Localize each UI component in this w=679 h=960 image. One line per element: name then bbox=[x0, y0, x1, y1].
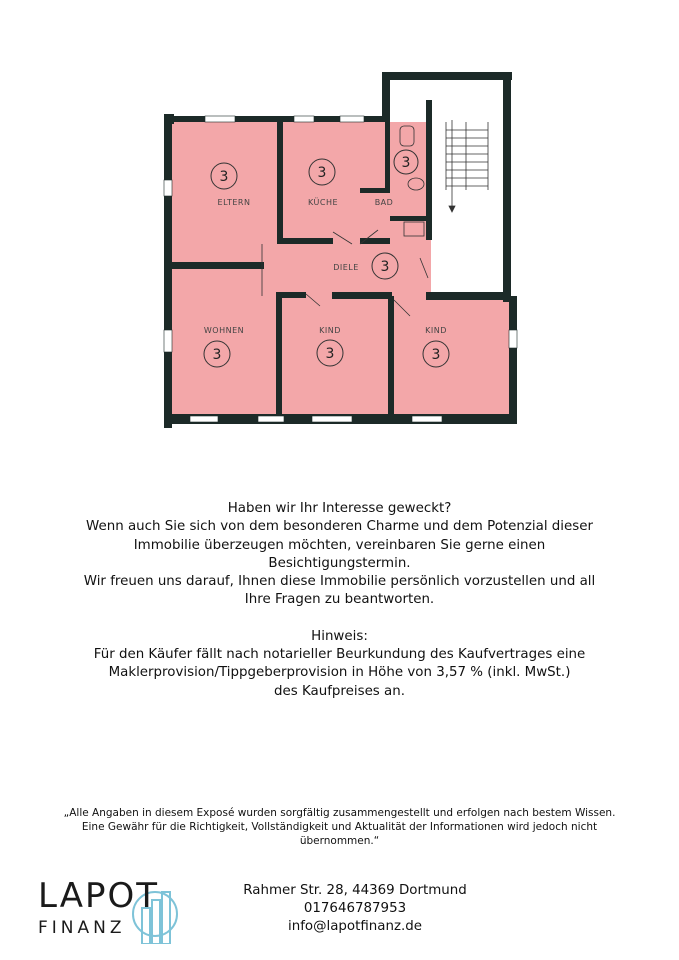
text-line: Wenn auch Sie sich von dem besonderen Charme und dem Potenzial dieser bbox=[86, 519, 593, 535]
room-name-bad: BAD bbox=[374, 198, 394, 207]
disclaimer bbox=[30, 806, 649, 849]
disclaimer-line: Eine Gewähr für die Richtigkeit, Vollständigkeit und Aktualität der Informationen wird jedoch nicht bbox=[81, 821, 598, 834]
text-line: Haben wir Ihr Interesse geweckt? bbox=[227, 501, 452, 516]
text-line: Ihre Fragen zu beantworten. bbox=[244, 592, 435, 608]
note-line: Maklerprovision/Tippgeberprovision in Höhe von 3,57 % (inkl. MwSt.) bbox=[108, 665, 571, 681]
room-name-wohnen: WOHNEN bbox=[203, 326, 245, 335]
company-logo bbox=[36, 872, 186, 948]
room-name-kind1: KIND bbox=[319, 326, 341, 335]
room-number-kind2: 3 bbox=[431, 347, 441, 363]
room-name-diele: DIELE bbox=[333, 263, 359, 272]
contact-email[interactable]: info@lapotfinanz.de bbox=[287, 919, 422, 934]
text-line: Immobilie überzeugen möchten, vereinbaren Sie gerne einen bbox=[133, 537, 546, 553]
note-line: des Kaufpreises an. bbox=[274, 683, 405, 699]
room-name-eltern: ELTERN bbox=[217, 198, 251, 207]
contact-phone[interactable]: 017646787953 bbox=[303, 901, 407, 916]
text-line: Wir freuen uns darauf, Ihnen diese Immobilie persönlich vorzustellen und all bbox=[83, 574, 596, 590]
contact-block bbox=[220, 882, 490, 936]
contact-address: Rahmer Str. 28, 44369 Dortmund bbox=[243, 883, 467, 898]
room-name-kueche: KÜCHE bbox=[307, 198, 339, 207]
note-line: Für den Käufer fällt nach notarieller Beurkundung des Kaufvertrages eine bbox=[93, 647, 586, 663]
disclaimer-line: übernommen.“ bbox=[299, 835, 380, 848]
room-fill-wohnen bbox=[171, 268, 279, 414]
logo-text-finanz: FINANZ bbox=[38, 918, 126, 938]
room-number-eltern: 3 bbox=[219, 169, 229, 185]
floor-plan bbox=[0, 0, 679, 440]
room-number-kueche: 3 bbox=[317, 165, 327, 181]
note-heading: Hinweis: bbox=[311, 628, 368, 644]
text-line: Besichtigungstermin. bbox=[268, 555, 411, 571]
room-number-kind1: 3 bbox=[325, 346, 335, 362]
room-fill-kind2 bbox=[391, 300, 509, 414]
room-fill-kueche bbox=[281, 122, 387, 242]
disclaimer-line: „Alle Angaben in diesem Exposé wurden sorgfältig zusammengestellt und erfolgen nach bestem Wissen. bbox=[63, 807, 616, 819]
interest-text-block bbox=[20, 500, 659, 701]
room-name-kind2: KIND bbox=[425, 326, 447, 335]
logo-text-lapot: LAPOT bbox=[38, 876, 160, 916]
room-number-diele: 3 bbox=[380, 259, 390, 275]
room-fill-kind1 bbox=[279, 296, 391, 414]
room-number-bad: 3 bbox=[401, 155, 411, 171]
room-number-wohnen: 3 bbox=[212, 347, 222, 363]
